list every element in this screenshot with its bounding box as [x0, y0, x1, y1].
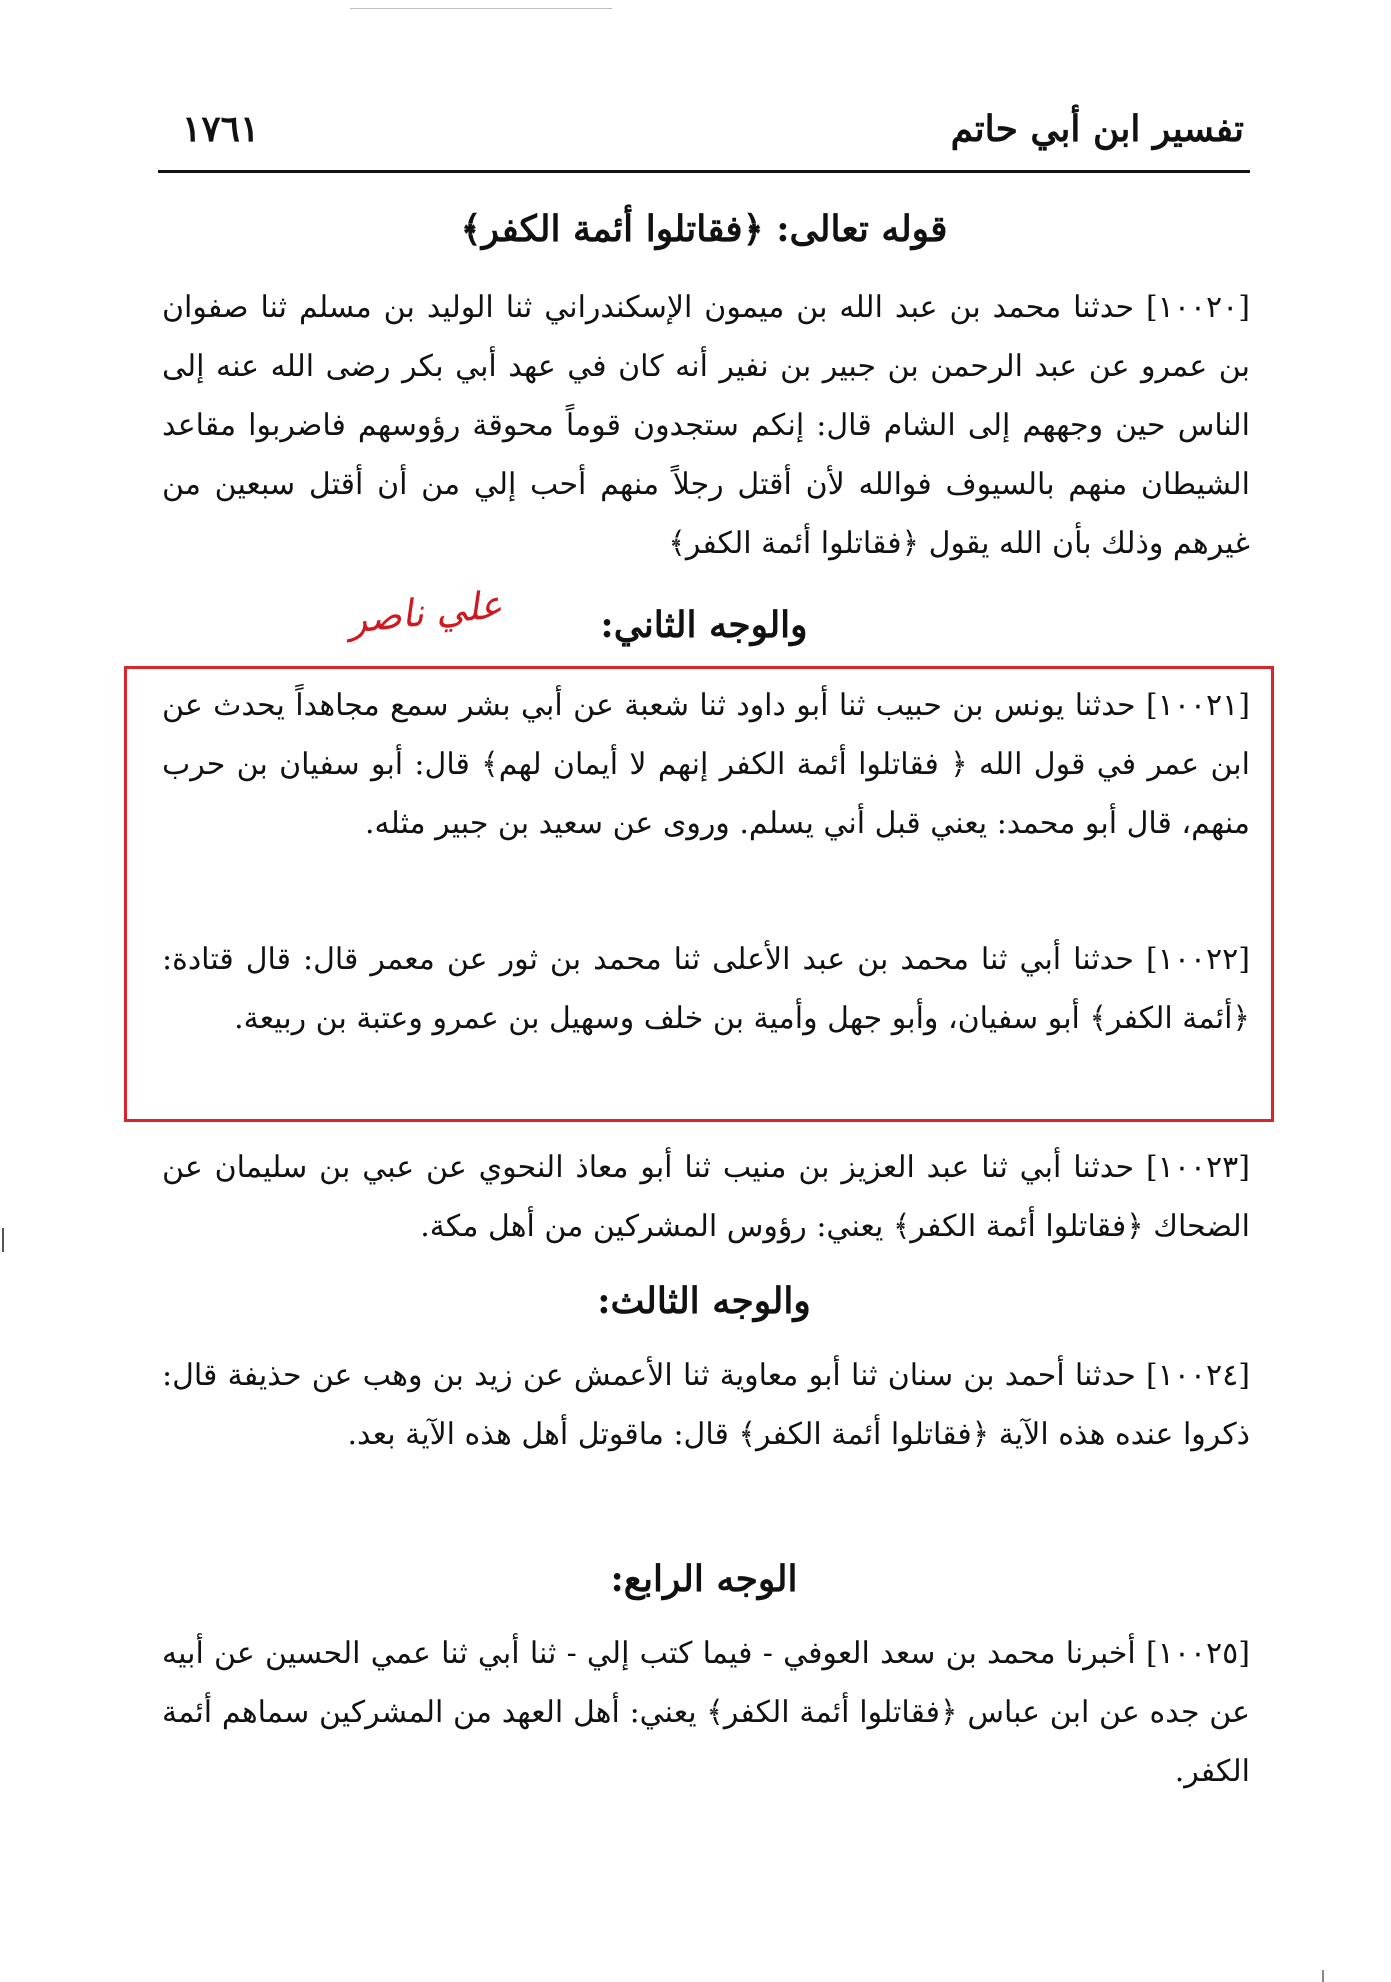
- entry-10021: [162, 676, 1250, 853]
- entry-text: حدثنا محمد بن عبد الله بن ميمون الإسكندراني ثنا الوليد بن مسلم ثنا صفوان بن عمرو عن عبد الرحمن بن جبير بن نفير أنه كان في عهد أبي بكر رضى الله عنه إلى الناس حين وجههم إلى الشام قال: إنكم ستجدون قوماً محوقة رؤوسهم فاضربوا مقاعد الشيطان منهم بالسيوف فوالله لأن أقتل رجلاً منهم أحب إلي من أن أقتل سبعين من غيرهم وذلك بأن الله يقول ﴿فقاتلوا أئمة الكفر﴾: [162, 290, 1250, 561]
- entry-text: حدثنا أحمد بن سنان ثنا أبو معاوية ثنا الأعمش عن زيد بن وهب عن حذيفة قال: ذكروا عنده هذه الآية ﴿فقاتلوا أئمة الكفر﴾ قال: ماقوتل أهل هذه الآية بعد.: [162, 1358, 1250, 1452]
- handwritten-owner-stamp: علي ناصر: [346, 582, 505, 642]
- page-header: [158, 108, 1250, 173]
- entry-number: [١٠٠٢٣]: [1145, 1150, 1250, 1185]
- scan-edge-mark: [2, 1228, 4, 1252]
- entry-10024: [162, 1346, 1250, 1464]
- book-title: تفسير ابن أبي حاتم: [950, 108, 1244, 150]
- entry-text: حدثنا أبي ثنا عبد العزيز بن منيب ثنا أبو معاذ النحوي عن عبي بن سليمان عن الضحاك ﴿فقاتلوا أئمة الكفر﴾ يعني: رؤوس المشركين من أهل مكة.: [162, 1150, 1250, 1244]
- third-aspect-heading: والوجه الثالث:: [597, 1280, 811, 1322]
- page-number: ١٧٦١: [182, 108, 260, 150]
- entry-text: أخبرنا محمد بن سعد العوفي - فيما كتب إلي - ثنا أبي ثنا عمي الحسين عن أبيه عن جده عن ابن عباس ﴿فقاتلوا أئمة الكفر﴾ يعني: أهل العهد من المشركين سماهم أئمة الكفر.: [162, 1636, 1250, 1789]
- entry-number: [١٠٠٢٢]: [1145, 942, 1250, 977]
- entry-text: حدثنا أبي ثنا محمد بن عبد الأعلى ثنا محمد بن ثور عن معمر قال: قال قتادة: ﴿أئمة الكفر﴾ أبو سفيان، وأبو جهل وأمية بن خلف وسهيل بن عمرو وعتبة بن ربيعة.: [162, 942, 1250, 1036]
- entry-10023: [162, 1138, 1250, 1256]
- entry-text: حدثنا يونس بن حبيب ثنا أبو داود ثنا شعبة عن أبي بشر سمع مجاهداً يحدث عن ابن عمر في قول الله ﴿ فقاتلوا أئمة الكفر إنهم لا أيمان لهم﴾ قال: أبو سفيان بن حرب منهم، قال أبو محمد: يعني قبل أني يسلم. وروى عن سعيد بن جبير مثله.: [162, 688, 1250, 841]
- verse-heading: قوله تعالى: ﴿فقاتلوا أئمة الكفر﴾: [460, 208, 948, 250]
- entry-10025: [162, 1624, 1250, 1801]
- entry-number: [١٠٠٢٠]: [1145, 290, 1250, 325]
- entry-10022: [162, 930, 1250, 1048]
- entry-number: [١٠٠٢٤]: [1145, 1358, 1250, 1393]
- top-rule: [350, 8, 612, 9]
- entry-number: [١٠٠٢٥]: [1145, 1636, 1250, 1671]
- second-aspect-heading: والوجه الثاني:: [600, 604, 808, 646]
- fourth-aspect-heading: الوجه الرابع:: [610, 1558, 798, 1600]
- entry-number: [١٠٠٢١]: [1145, 688, 1250, 723]
- scan-edge-mark: [1322, 1970, 1324, 1982]
- entry-10020: [162, 278, 1250, 573]
